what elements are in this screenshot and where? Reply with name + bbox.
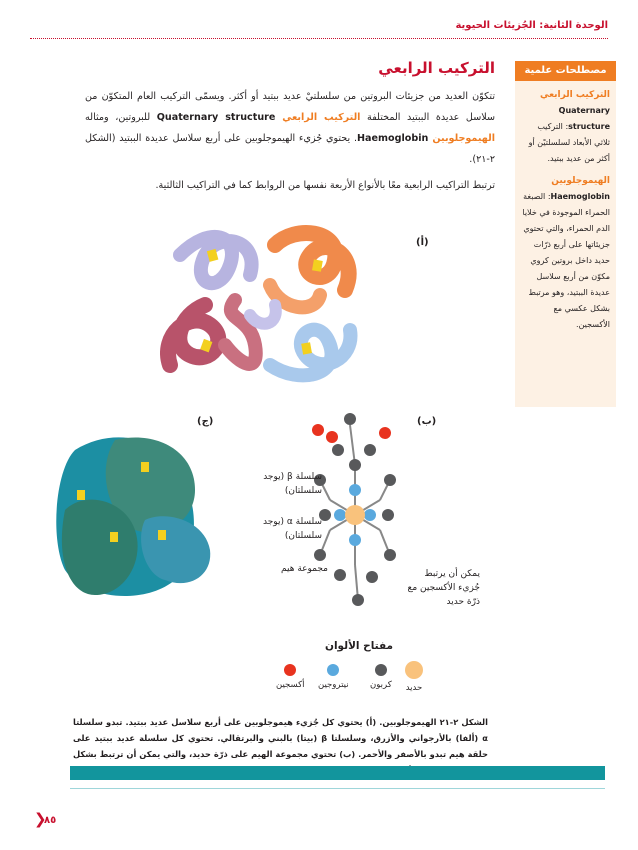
english-term: Quaternary structure xyxy=(156,112,283,123)
term-english: Quaternary structure xyxy=(558,106,610,131)
text-span: . يحتوي جُزيء الهيموجلوبين على أربع سلاسل عديدة الببتيد (الشكل ٢-٢١). xyxy=(85,133,495,165)
term-arabic: الهيموجلوبين xyxy=(551,176,610,186)
header-divider xyxy=(30,38,608,39)
legend-item-nitrogen xyxy=(318,661,349,690)
legend-label: أكسجين xyxy=(276,680,305,690)
paragraph-2: ترتبط التراكيب الرابعية معًا بالأنواع الأربعة نفسها من الروابط كما في التراكيب الثالثية. xyxy=(155,180,495,191)
text-span: تتكوّن العديد من جزيئات البروتين من سلسلتيْ عديد ببتيد أو أكثر. ويسمّى التركيب العام المتكوّن من سلاسل عديدة الببتيد المختلفة xyxy=(85,91,495,123)
english-term: Haemoglobin xyxy=(357,133,433,144)
oxygen-binding-annotation: يمكن أن يرتبط جُزيء الأكسجين مع ذرّة حديد xyxy=(407,569,480,607)
haemoglobin-ribbon-model xyxy=(150,215,380,395)
paragraph-1 xyxy=(85,86,495,170)
haemoglobin-space-filling-model xyxy=(55,430,225,605)
highlight-term: التركيب الرابعي xyxy=(282,112,361,123)
figure-label-c: (ج) xyxy=(197,416,214,427)
term-english: Haemoglobin xyxy=(550,192,610,201)
text-span: للبروتين، ومثاله xyxy=(85,112,157,123)
footer-bar xyxy=(70,766,605,780)
chevron-left-icon: ❮ xyxy=(34,810,47,828)
legend-item-oxygen xyxy=(276,661,305,690)
legend-item-carbon xyxy=(370,661,392,690)
figure-number: الشكل ٢-٢١ xyxy=(439,717,488,727)
unit-header: الوحدة الثانية: الجُزيئات الحيوية xyxy=(455,20,608,31)
legend-label: نيتروجين xyxy=(318,680,349,690)
glossary-term xyxy=(521,87,610,167)
footer-line xyxy=(70,788,605,789)
glossary-title: مصطلحات علمية xyxy=(515,61,616,81)
legend-item-iron xyxy=(405,661,423,693)
caption-text: الهيموجلوبين. (أ) يحتوي كل جُزيء هيموجلوبين على أربع سلاسل عديد ببتيد. تبدو سلسلتا α (ألفا) بالأرجواني والأزرق، وسلسلتا β (بيتا) بالبني والبرتقالي. تحتوي كل سلسلة عديد ببتيد على حلقة هيم تبدو بالأصفر والأحمر. (ب) تحتوي مجموعة الهيم على ذرّة حديد، والتي يمكن أن ترتبط بشكل xyxy=(73,717,488,759)
page-number: ٨٥ xyxy=(44,815,57,826)
term-arabic: التركيب الرابعي xyxy=(539,90,610,100)
highlight-term: الهيموجلوبين xyxy=(432,133,495,144)
alpha-chain-annotation: سلسلة α (يوجد سلسلتان) xyxy=(263,517,322,541)
legend-label: حديد xyxy=(405,683,423,693)
beta-chain-annotation: سلسلة β (يوجد سلسلتان) xyxy=(263,472,322,496)
glossary-sidebar xyxy=(515,61,616,407)
legend-label: كربون xyxy=(370,680,392,690)
term-definition: : التركيب ثلاثي الأبعاد لسلسلتيْن أو أكثر من عديد ببتيد. xyxy=(528,122,610,163)
glossary-term xyxy=(521,173,610,333)
term-definition: : الصبغة الحمراء الموجودة في خلايا الدم الحمراء، والتي تحتوي جزيئاتها على أربع ذرّات حديد داخل بروتين كروي مكوّن من أربع سلاسل عديدة الببتيد، وهو مرتبط بشكل عكسي مع الأكسجين. xyxy=(522,192,610,329)
figure-label-b: (ب) xyxy=(417,416,437,427)
heme-group-annotation: مجموعة هيم xyxy=(281,564,328,574)
figure-label-a: (أ) xyxy=(416,237,429,248)
section-title: التركيب الرابعي xyxy=(378,59,495,77)
legend-title: مفتاح الألوان xyxy=(325,640,394,652)
